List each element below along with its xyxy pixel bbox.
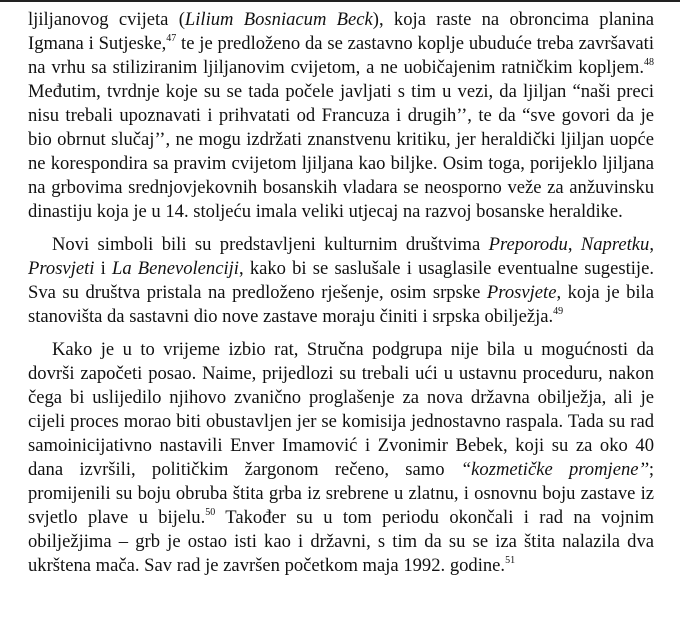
text-run: , koja je bila stanovišta da sastavni dio nove zastave moraju činiti i srpska obilježja. <box>28 282 654 327</box>
paragraph-continuation <box>28 8 654 224</box>
footnote-reference: 50 <box>205 506 216 518</box>
italic-text: Prosvjete <box>486 282 557 303</box>
text-run: Također su u tom periodu okončali i rad na vojnim obilježjima – grb je ostao isti kao i državni, s tim da su se iza štita nalazila dva ukrštena mača. Sav rad je završen početkom maja 1992. godine. <box>28 507 654 576</box>
document-body <box>28 8 654 578</box>
text-run: ljiljanovog cvijeta ( <box>28 9 185 30</box>
footnote-reference: 49 <box>553 305 564 317</box>
italic-text: Prosvjeti <box>28 258 95 279</box>
italic-text: La Benevolenciji <box>111 258 239 279</box>
text-run: Međutim, tvrdnje koje su se tada počele javljati s tim u vezi, da ljiljan “naši preci nisu trebali upoznavati i prihvatati od Francuza i drugih’’, te da “sve govori da je bio obrnut slučaj’’, ne mogu izdržati znanstvenu kritiku, jer heraldički ljiljan uopće ne korespondira sa pravim cvijetom ljiljana kao biljke. Osim toga, porijeklo ljiljana na grbovima srednjovjekovnih bosanskih vladara se neosporno veže za anžuvinsku dinastiju koja je u 14. stoljeću imala veliki utjecaj na razvoj bosanske heraldike. <box>28 81 654 222</box>
text-run: ; promijenili su boju obruba štita grba iz srebrene u zlatnu, i osnovnu boju zastave iz svjetlo plave u bijelu. <box>28 459 654 528</box>
text-run: , <box>567 234 581 255</box>
text-run: , kako bi se saslušale i usaglasile eventualne sugestije. Sva su društva pristala na predloženo rješenje, osim srpske <box>28 258 654 303</box>
italic-text: Napretku <box>580 234 650 255</box>
text-run: i <box>94 258 112 279</box>
text-run: Kako je u to vrijeme izbio rat, Stručna podgrupa nije bila u mogućnosti da dovrši započeti posao. Naime, prijedlozi su trebali ući u ustavnu proceduru, nakon čega bi uslijedilo njihovo zvanično proglašenje za nova državna obilježja, ali je cijeli proces morao biti obustavljen jer se komisija jednostavno raspala. Tada su rad samoinicijativno nastavili Enver Imamović i Zvonimir Bebek, koji su za oko 40 dana izvršili, političkim žargonom rečeno, samo <box>28 339 654 480</box>
text-run: ), koja raste na obroncima planina Igmana i Sutjeske, <box>28 9 654 54</box>
footnote-reference: 51 <box>505 554 516 566</box>
top-rule <box>0 0 680 2</box>
text-run: , <box>649 234 654 255</box>
text-run: te je predloženo da se zastavno koplje ubuduće treba završavati na vrhu sa stiliziranim ljiljanovim cvijetom, a ne uobičajenim ratničkim kopljem. <box>28 33 654 78</box>
italic-text: Preporodu <box>488 234 568 255</box>
text-run: Novi simboli bili su predstavljeni kulturnim društvima <box>52 234 489 255</box>
footnote-reference: 47 <box>166 32 177 44</box>
italic-text: Lilium Bosniacum Beck <box>184 9 373 30</box>
paragraph-new-symbols <box>28 233 654 329</box>
italic-text: “kozmetičke promjene’’ <box>460 459 649 480</box>
footnote-reference: 48 <box>644 56 654 68</box>
paragraph-war <box>28 338 654 578</box>
